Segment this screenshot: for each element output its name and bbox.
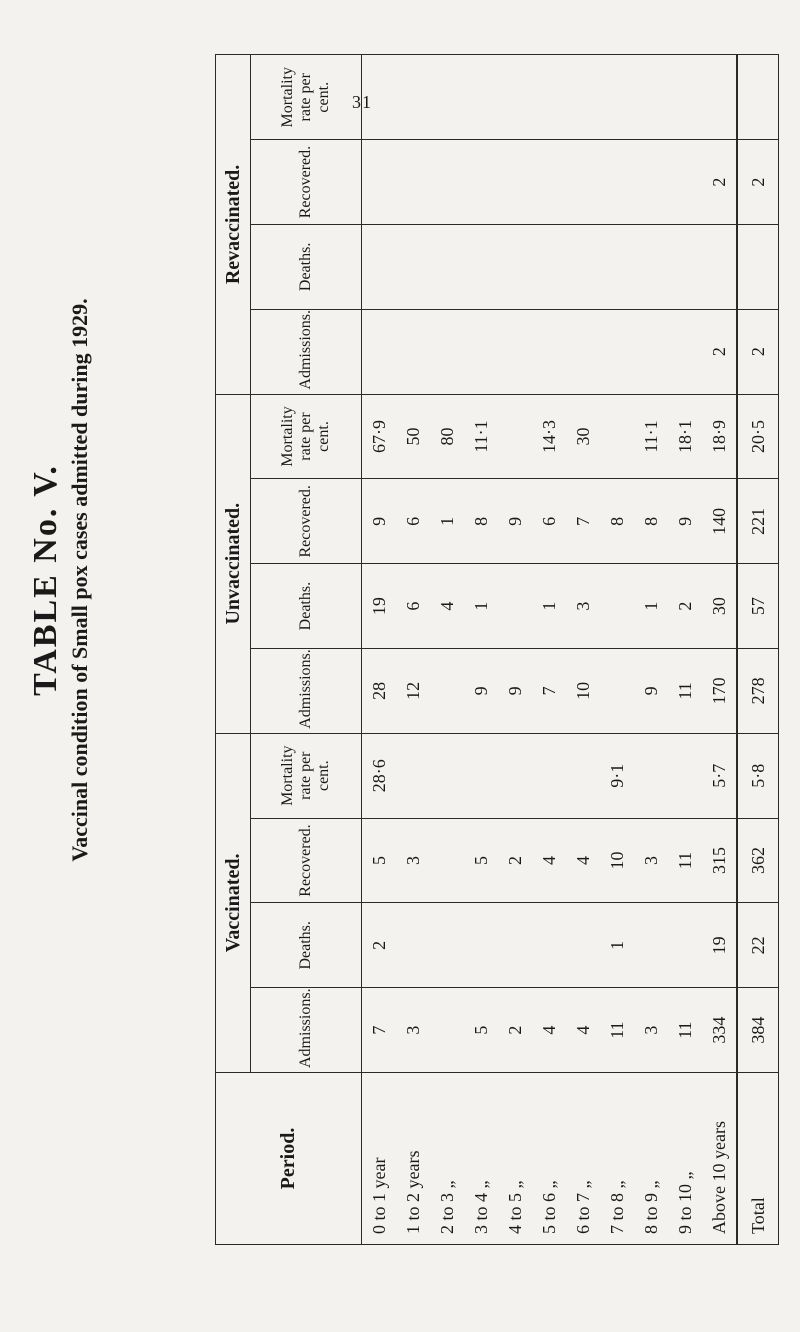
table-cell: [464, 140, 498, 225]
table-cell: 4: [430, 564, 464, 649]
table-cell: 221: [737, 479, 779, 564]
table-cell: [464, 903, 498, 988]
table-cell: 8: [634, 479, 668, 564]
table-cell: 9·1: [600, 733, 634, 818]
table-cell: [634, 55, 668, 140]
subheader-mortality-rate: Mortality rate per cent.: [251, 394, 362, 479]
table-cell: [498, 224, 532, 309]
table-subtitle: Vaccinal condition of Small pox cases admitted during 1929.: [67, 298, 92, 862]
subheader-mortality-rate: Mortality rate per cent.: [251, 733, 362, 818]
table-cell: [430, 224, 464, 309]
table-cell: 6: [396, 479, 430, 564]
table-cell: 19: [702, 903, 737, 988]
table-cell: [464, 733, 498, 818]
table-cell: 57: [737, 564, 779, 649]
period-cell: 4 to 5 „: [498, 1073, 532, 1245]
table-row: [634, 55, 668, 1245]
table-cell: [600, 140, 634, 225]
table-cell: 11: [668, 988, 702, 1073]
table-cell: [498, 394, 532, 479]
table-cell: [396, 733, 430, 818]
table-cell: [430, 818, 464, 903]
table-cell: 30: [566, 394, 600, 479]
table-cell: 9: [668, 479, 702, 564]
table-cell: [600, 564, 634, 649]
table-cell: 2: [702, 140, 737, 225]
table-title: TABLE No. V.: [27, 464, 64, 696]
period-cell: 6 to 7 „: [566, 1073, 600, 1245]
table-cell: 10: [600, 818, 634, 903]
table-cell: [430, 649, 464, 734]
table-cell: [430, 55, 464, 140]
table-cell: 3: [396, 818, 430, 903]
table-cell: [668, 309, 702, 394]
table-row: [430, 55, 464, 1245]
table-cell: [464, 224, 498, 309]
table-cell: 3: [396, 988, 430, 1073]
table-cell: [498, 564, 532, 649]
table-cell: [430, 733, 464, 818]
period-cell: 8 to 9 „: [634, 1073, 668, 1245]
table-cell: 11: [668, 649, 702, 734]
table-cell: [702, 55, 737, 140]
subheader-recovered: Recovered.: [251, 479, 362, 564]
table-cell: 6: [532, 479, 566, 564]
table-cell: [430, 988, 464, 1073]
table-cell: 20·5: [737, 394, 779, 479]
table-cell: [600, 649, 634, 734]
table-cell: 3: [566, 564, 600, 649]
table-cell: [600, 394, 634, 479]
table-row: [498, 55, 532, 1245]
total-row: [737, 55, 779, 1245]
period-cell: 5 to 6 „: [532, 1073, 566, 1245]
group-header-revaccinated: Revaccinated.: [216, 55, 251, 394]
table-cell: 2: [498, 988, 532, 1073]
table-cell: [668, 224, 702, 309]
table-cell: [532, 903, 566, 988]
table-row: [532, 55, 566, 1245]
table-cell: 80: [430, 394, 464, 479]
subheader-deaths: Deaths.: [251, 903, 362, 988]
table-cell: [566, 140, 600, 225]
table-cell: [362, 309, 397, 394]
table-cell: 18·9: [702, 394, 737, 479]
table-cell: 4: [532, 988, 566, 1073]
table-cell: 2: [498, 818, 532, 903]
table-cell: 4: [566, 818, 600, 903]
table-cell: [668, 140, 702, 225]
table-cell: [498, 55, 532, 140]
table-row: [396, 55, 430, 1245]
table-cell: 384: [737, 988, 779, 1073]
table-cell: [498, 140, 532, 225]
table-cell: [498, 903, 532, 988]
table-cell: [634, 733, 668, 818]
table-cell: [634, 140, 668, 225]
table-cell: [498, 309, 532, 394]
table-cell: 28: [362, 649, 397, 734]
table-cell: 28·6: [362, 733, 397, 818]
table-cell: 8: [464, 479, 498, 564]
table-cell: 4: [566, 988, 600, 1073]
table-cell: 9: [634, 649, 668, 734]
table-cell: [668, 903, 702, 988]
table-cell: [668, 55, 702, 140]
table-cell: 3: [634, 988, 668, 1073]
table-cell: 9: [498, 649, 532, 734]
table-cell: [396, 224, 430, 309]
period-cell: Above 10 years: [702, 1073, 737, 1245]
table-cell: 5: [464, 818, 498, 903]
table-cell: [634, 224, 668, 309]
table-cell: [600, 309, 634, 394]
table-cell: [566, 55, 600, 140]
table-cell: [532, 55, 566, 140]
subheader-mortality-rate: Mortality rate per cent.: [251, 55, 362, 140]
page-number: 31: [352, 92, 372, 112]
table-cell: [430, 140, 464, 225]
table-cell: 9: [362, 479, 397, 564]
table-cell: 12: [396, 649, 430, 734]
period-cell: Total: [737, 1073, 779, 1245]
table-cell: 334: [702, 988, 737, 1073]
table-cell: 1: [634, 564, 668, 649]
table-cell: 50: [396, 394, 430, 479]
table-cell: [430, 903, 464, 988]
table-cell: [600, 224, 634, 309]
table-row: [566, 55, 600, 1245]
table-cell: 18·1: [668, 394, 702, 479]
table-cell: [634, 903, 668, 988]
table-cell: 2: [737, 140, 779, 225]
table-row: [464, 55, 498, 1245]
table-cell: 22: [737, 903, 779, 988]
table-cell: 10: [566, 649, 600, 734]
table-cell: 5·7: [702, 733, 737, 818]
subheader-admissions: Admissions.: [251, 649, 362, 734]
table-cell: 5·8: [737, 733, 779, 818]
table-cell: 67·9: [362, 394, 397, 479]
table-cell: 11: [668, 818, 702, 903]
group-header-unvaccinated: Unvaccinated.: [216, 394, 251, 733]
table-cell: 11·1: [634, 394, 668, 479]
table-cell: [532, 733, 566, 818]
table-cell: [566, 903, 600, 988]
table-cell: 278: [737, 649, 779, 734]
table-cell: 11: [600, 988, 634, 1073]
table-cell: 5: [464, 988, 498, 1073]
table-cell: [396, 55, 430, 140]
table-cell: 315: [702, 818, 737, 903]
table-cell: 362: [737, 818, 779, 903]
table-cell: [634, 309, 668, 394]
table-cell: 7: [566, 479, 600, 564]
table-cell: 7: [362, 988, 397, 1073]
subheader-recovered: Recovered.: [251, 818, 362, 903]
period-cell: 1 to 2 years: [396, 1073, 430, 1245]
table-cell: 6: [396, 564, 430, 649]
table-cell: [362, 140, 397, 225]
table-cell: [396, 903, 430, 988]
table-cell: 170: [702, 649, 737, 734]
table-cell: 1: [430, 479, 464, 564]
table-cell: 2: [702, 309, 737, 394]
table-row: [702, 55, 737, 1245]
period-cell: 7 to 8 „: [600, 1073, 634, 1245]
table-cell: 19: [362, 564, 397, 649]
table-cell: [430, 309, 464, 394]
table-cell: 9: [498, 479, 532, 564]
table-cell: 1: [464, 564, 498, 649]
period-cell: 2 to 3 „: [430, 1073, 464, 1245]
period-cell: 3 to 4 „: [464, 1073, 498, 1245]
table-cell: 2: [737, 309, 779, 394]
table-cell: [532, 309, 566, 394]
table-cell: 2: [668, 564, 702, 649]
table-row: [668, 55, 702, 1245]
table-cell: [498, 733, 532, 818]
table-cell: [532, 140, 566, 225]
table-cell: [737, 55, 779, 140]
table-cell: 9: [464, 649, 498, 734]
table-cell: [600, 55, 634, 140]
table-cell: 14·3: [532, 394, 566, 479]
subheader-deaths: Deaths.: [251, 564, 362, 649]
table-cell: 1: [600, 903, 634, 988]
table-cell: 5: [362, 818, 397, 903]
table-cell: [566, 733, 600, 818]
group-header-vaccinated: Vaccinated.: [216, 733, 251, 1072]
table-cell: 11·1: [464, 394, 498, 479]
table-cell: [362, 55, 397, 140]
table-row: [362, 55, 397, 1245]
table-cell: [464, 309, 498, 394]
table-cell: [396, 309, 430, 394]
subheader-deaths: Deaths.: [251, 224, 362, 309]
table-cell: 140: [702, 479, 737, 564]
subheader-row: [251, 55, 362, 1245]
table-cell: 2: [362, 903, 397, 988]
table-cell: [566, 224, 600, 309]
table-cell: [702, 224, 737, 309]
table-row: [600, 55, 634, 1245]
table-cell: 8: [600, 479, 634, 564]
subheader-recovered: Recovered.: [251, 140, 362, 225]
table-cell: 7: [532, 649, 566, 734]
subheader-admissions: Admissions.: [251, 309, 362, 394]
table-cell: 3: [634, 818, 668, 903]
period-cell: 9 to 10 „: [668, 1073, 702, 1245]
table-cell: [396, 140, 430, 225]
subheader-admissions: Admissions.: [251, 988, 362, 1073]
table-cell: 30: [702, 564, 737, 649]
table-cell: [566, 309, 600, 394]
table-cell: 4: [532, 818, 566, 903]
table-cell: [532, 224, 566, 309]
table-cell: [668, 733, 702, 818]
table-cell: [737, 224, 779, 309]
table-cell: [362, 224, 397, 309]
vaccinal-condition-table: [215, 55, 768, 1245]
table-body: [362, 55, 779, 1245]
table-cell: [464, 55, 498, 140]
period-header: Period.: [216, 1073, 362, 1245]
table-cell: 1: [532, 564, 566, 649]
period-cell: 0 to 1 year: [362, 1073, 397, 1245]
